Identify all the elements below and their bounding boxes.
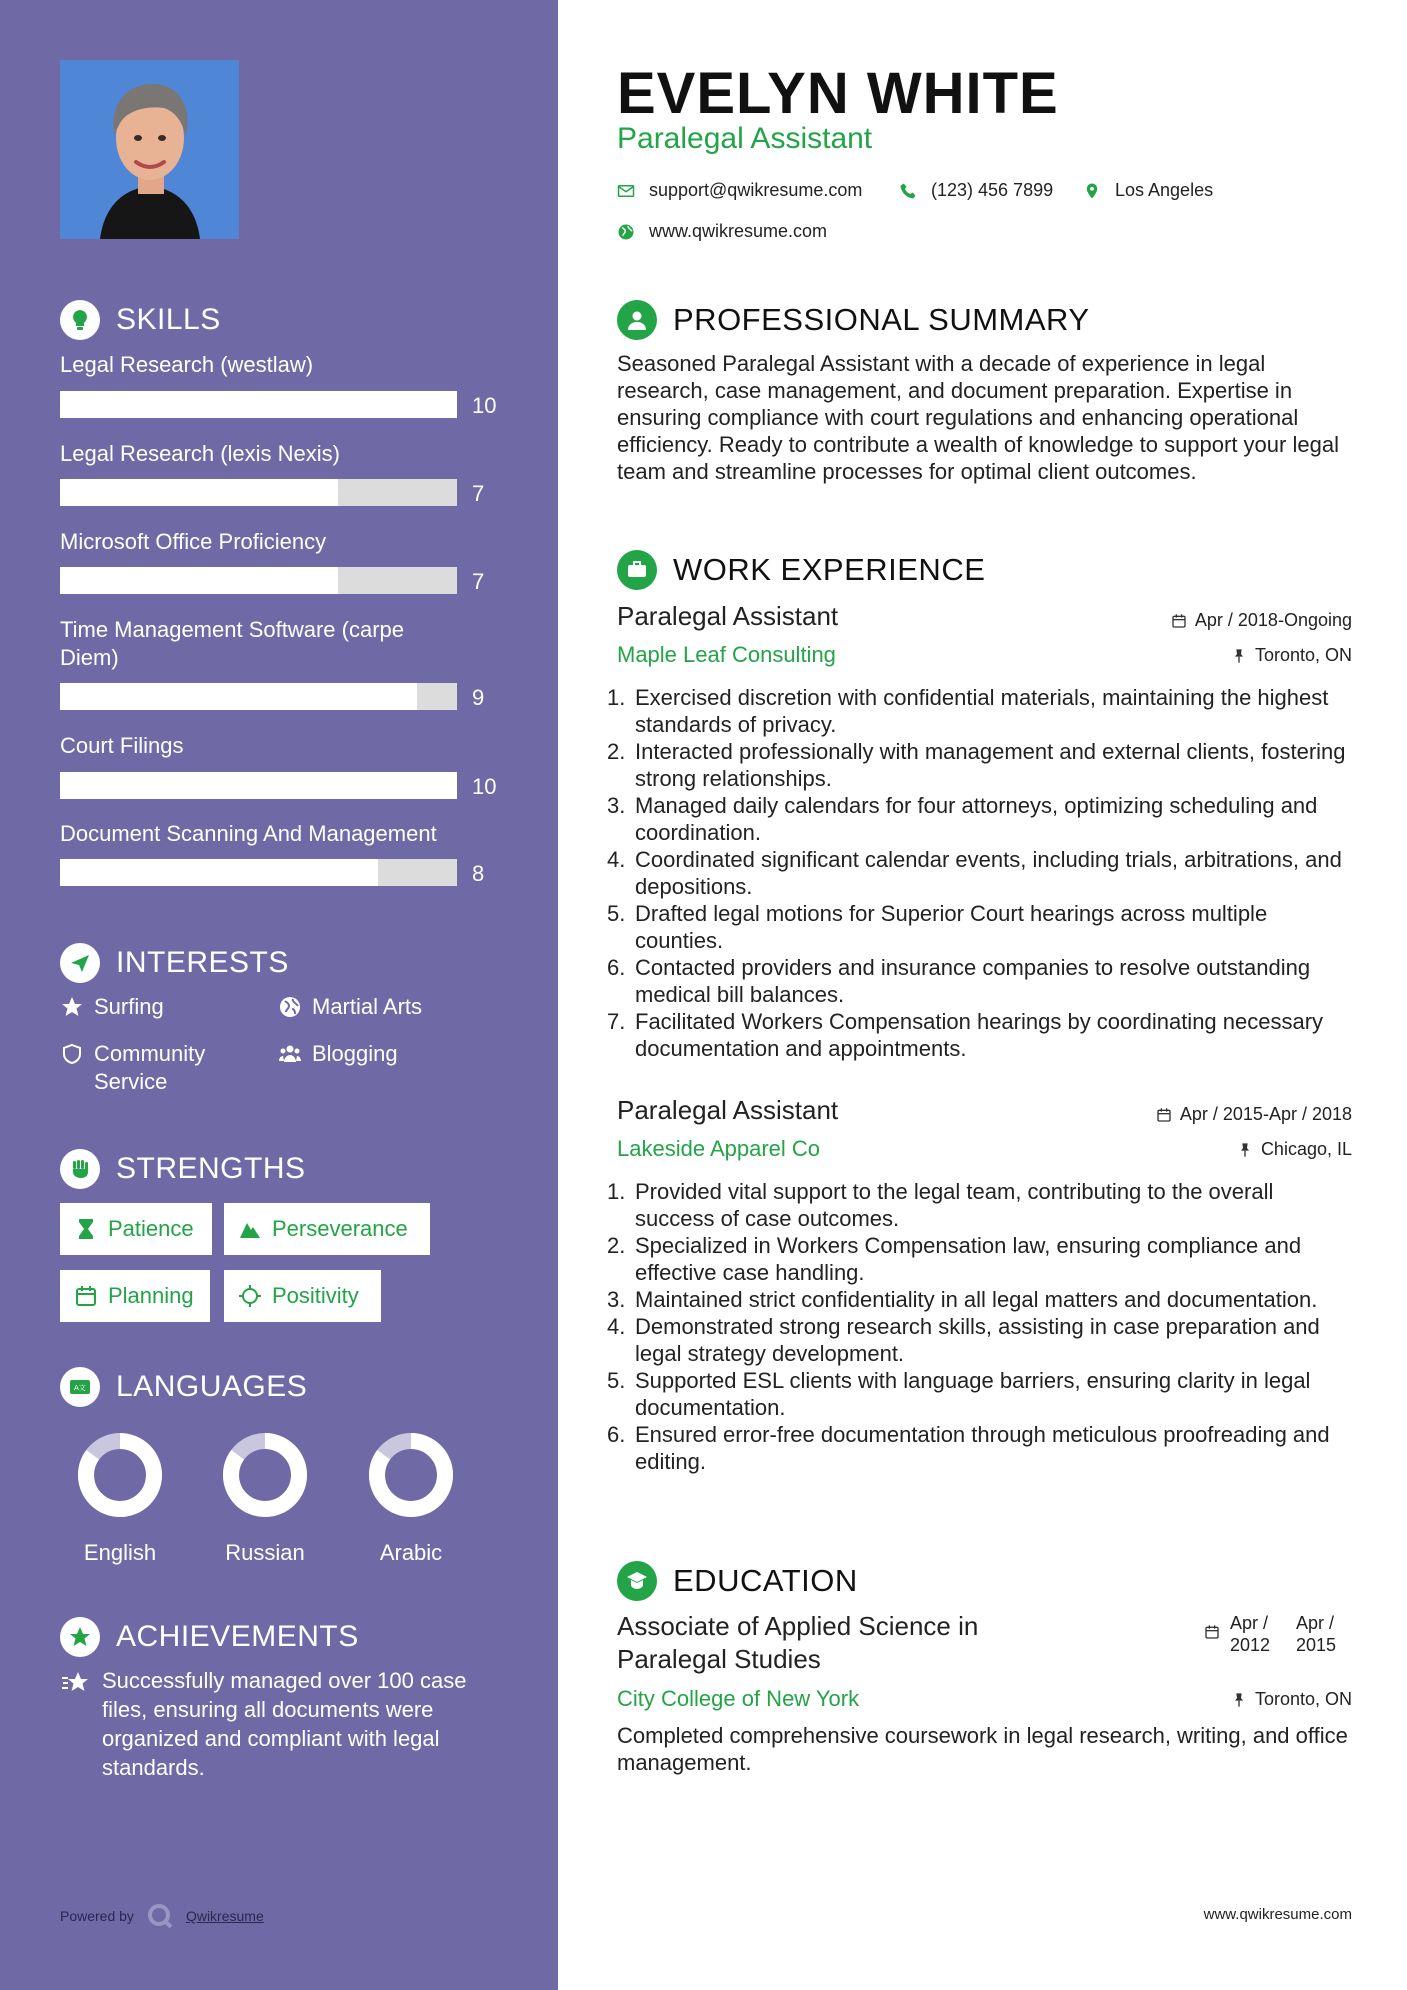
job-location: [1237, 1139, 1352, 1160]
degree-line: Paralegal Studies: [617, 1644, 821, 1674]
summary-text: Seasoned Paralegal Assistant with a decade of experience in legal research, case management, and document preparation. Expertise in ensuring compliance with court regulations and enhancing operational efficiency. Ready to contribute a wealth of knowledge to support your legal team and streamline processes for optimal client outcomes.: [617, 351, 1339, 484]
pushpin-icon: [1237, 1142, 1253, 1158]
summary-heading: [617, 300, 1090, 340]
language-name: Russian: [225, 1540, 305, 1565]
website-text[interactable]: www.qwikresume.com: [649, 221, 828, 241]
skill-level: 8: [472, 861, 485, 886]
skill-fill: [60, 391, 457, 418]
calendar-icon: [1204, 1624, 1220, 1640]
strength-label: Patience: [108, 1216, 194, 1241]
strength-label: Planning: [108, 1283, 194, 1308]
job-bullet: 2. Interacted professionally with management and external clients, fostering strong relationships.: [607, 739, 1346, 791]
education-start: Apr / 2012: [1230, 1613, 1271, 1655]
star-icon: [60, 995, 84, 1019]
briefcase-icon: [617, 550, 657, 590]
sidebar: [0, 0, 558, 1990]
achievements-heading: [60, 1617, 359, 1657]
company-name: Lakeside Apparel Co: [617, 1136, 821, 1161]
job-bullet: 1. Provided vital support to the legal team, contributing to the overall success of case outcomes.: [607, 1179, 1274, 1231]
map-pin-icon: [1083, 182, 1101, 200]
interest-label: Community Service: [94, 1041, 206, 1094]
fist-icon: [60, 1149, 100, 1189]
job-bullets: [607, 1178, 1352, 1475]
skill-item: [60, 732, 497, 799]
qwikresume-logo-icon: [146, 1902, 174, 1930]
job-location: [1231, 645, 1352, 666]
skill-level: 10: [472, 393, 497, 418]
candidate-title: Paralegal Assistant: [617, 122, 873, 155]
phone-contact: [899, 180, 1053, 201]
degree-title: [617, 1610, 978, 1676]
envelope-icon: [617, 182, 635, 200]
interest-item: [278, 993, 422, 1021]
job-title: Paralegal Assistant: [617, 601, 839, 631]
strength-badge: [224, 1270, 381, 1322]
language-item: [60, 1430, 180, 1566]
interest-label: Surfing: [94, 994, 164, 1019]
website-contact: [617, 221, 827, 242]
education-heading: [617, 1561, 858, 1601]
lightbulb-icon: [60, 300, 100, 340]
job-bullet: 5. Supported ESL clients with language barriers, ensuring clarity in legal documentation.: [607, 1368, 1311, 1420]
graduate-icon: [617, 1561, 657, 1601]
profile-photo: [60, 60, 239, 239]
skill-level: 7: [472, 569, 485, 594]
skills-title: SKILLS: [116, 303, 221, 336]
pushpin-icon: [1231, 1692, 1247, 1708]
candidate-name: EVELYN WHITE: [617, 61, 1059, 126]
job-bullet: 6. Ensured error-free documentation through meticulous proofreading and editing.: [607, 1422, 1330, 1474]
interest-item: [60, 1040, 260, 1096]
education-description: Completed comprehensive coursework in legal research, writing, and office management.: [617, 1723, 1348, 1775]
interests-heading: [60, 943, 289, 983]
language-ring: [366, 1430, 456, 1520]
shield-icon: [60, 1042, 84, 1066]
skill-name: Time Management Software (carpe Diem): [60, 617, 404, 670]
experience-heading: [617, 550, 985, 590]
experience-title: WORK EXPERIENCE: [673, 552, 986, 587]
achievements-title: ACHIEVEMENTS: [116, 1620, 359, 1653]
strength-badge: [60, 1270, 210, 1322]
summary-title: PROFESSIONAL SUMMARY: [673, 302, 1090, 337]
skill-bar: [60, 772, 457, 799]
skill-bar: [60, 567, 457, 594]
skill-bar: [60, 479, 457, 506]
job-bullet: 4. Demonstrated strong research skills, assisting in case preparation and legal strategy development.: [607, 1314, 1320, 1366]
school-name: City College of New York: [617, 1686, 860, 1711]
job-bullet: 3. Maintained strict confidentiality in all legal matters and documentation.: [607, 1287, 1318, 1312]
education-location: [1231, 1689, 1352, 1710]
job-bullet: 1. Exercised discretion with confidential materials, maintaining the highest standards of privacy.: [607, 685, 1329, 737]
skill-fill: [60, 479, 338, 506]
job-location-text: Chicago, IL: [1260, 1139, 1352, 1159]
skill-item: [60, 528, 490, 594]
skill-name: Document Scanning And Management: [60, 821, 437, 846]
calendar-icon: [1171, 613, 1187, 629]
strengths-heading: [60, 1149, 306, 1189]
powered-by: [60, 1902, 264, 1930]
powered-by-label: Powered by: [60, 1908, 134, 1924]
strength-badge: [224, 1203, 430, 1255]
job-bullet: 4. Coordinated significant calendar events, including trials, arbitrations, and depositions.: [607, 847, 1342, 899]
location-contact: [1083, 180, 1213, 201]
job-dates: [1171, 610, 1352, 631]
interest-item: [60, 993, 164, 1021]
job-bullet: 7. Facilitated Workers Compensation hearings by coordinating necessary documentation and appointments.: [607, 1009, 1324, 1061]
language-ring: [220, 1430, 310, 1520]
skill-fill: [60, 567, 338, 594]
star-burst-icon: [60, 1668, 92, 1700]
phone-icon: [899, 182, 917, 200]
language-ring: [75, 1430, 165, 1520]
language-item: [205, 1430, 325, 1566]
skill-level: 7: [472, 481, 485, 506]
job-dates-text: Apr / 2018-Ongoing: [1194, 610, 1352, 630]
job-bullet: 2. Specialized in Workers Compensation law, ensuring compliance and effective case handling.: [607, 1233, 1302, 1285]
skills-heading: [60, 300, 221, 340]
job-bullets: [607, 684, 1352, 1062]
skill-level: 10: [472, 774, 497, 799]
interest-label: Martial Arts: [312, 994, 423, 1019]
skill-name: Legal Research (westlaw): [60, 352, 314, 377]
svg-text:A文: A文: [74, 1384, 86, 1392]
skill-item: [60, 616, 485, 710]
calendar-icon: [74, 1284, 98, 1308]
job-dates: [1156, 1104, 1352, 1125]
location-text: Los Angeles: [1115, 180, 1214, 200]
language-name: Arabic: [379, 1540, 443, 1565]
education-location-text: Toronto, ON: [1254, 1689, 1352, 1709]
education-dates: [1204, 1612, 1352, 1656]
language-item: [351, 1430, 471, 1566]
job-bullet: 3. Managed daily calendars for four attorneys, optimizing scheduling and coordination.: [607, 793, 1318, 845]
skill-name: Legal Research (lexis Nexis): [60, 441, 340, 466]
language-name: English: [83, 1540, 157, 1565]
job-title: Paralegal Assistant: [617, 1095, 839, 1125]
education-end: Apr / 2015: [1296, 1613, 1337, 1655]
job-bullet: 5. Drafted legal motions for Superior Court hearings across multiple counties.: [607, 901, 1268, 953]
user-icon: [617, 300, 657, 340]
skill-name: Court Filings: [60, 733, 184, 758]
email-text[interactable]: support@qwikresume.com: [649, 180, 863, 200]
phone-text[interactable]: (123) 456 7899: [931, 180, 1054, 200]
pushpin-icon: [1231, 648, 1247, 664]
trophy-star-icon: [60, 1617, 100, 1657]
strength-label: Perseverance: [272, 1216, 408, 1241]
globe-icon: [617, 223, 635, 241]
strength-label: Positivity: [272, 1283, 359, 1308]
job-dates-text: Apr / 2015-Apr / 2018: [1179, 1104, 1352, 1124]
education-title: EDUCATION: [673, 1563, 858, 1598]
globe-icon: [278, 995, 302, 1019]
degree-line: Associate of Applied Science in: [617, 1611, 979, 1641]
calendar-icon: [1156, 1107, 1172, 1123]
skill-fill: [60, 859, 378, 886]
skill-item: [60, 351, 497, 418]
interest-label: Blogging: [312, 1041, 398, 1066]
footer-url[interactable]: www.qwikresume.com: [1203, 1906, 1352, 1923]
languages-title: LANGUAGES: [116, 1370, 308, 1403]
hourglass-icon: [74, 1217, 98, 1241]
strength-badge: [60, 1203, 212, 1255]
skill-bar: [60, 391, 457, 418]
interest-item: [278, 1040, 398, 1068]
skill-name: Microsoft Office Proficiency: [60, 529, 327, 554]
achievement-item: [60, 1666, 490, 1782]
sun-icon: [238, 1284, 262, 1308]
skill-item: [60, 440, 490, 506]
group-icon: [278, 1042, 302, 1066]
job-location-text: Toronto, ON: [1254, 645, 1352, 665]
qwikresume-link[interactable]: Qwikresume: [185, 1908, 264, 1924]
paper-plane-icon: [60, 943, 100, 983]
skill-level: 9: [472, 685, 485, 710]
skill-bar: [60, 859, 457, 886]
skill-fill: [60, 772, 457, 799]
mountain-icon: [238, 1217, 262, 1241]
languages-heading: [60, 1367, 307, 1407]
email-contact: [617, 180, 862, 201]
skill-bar: [60, 683, 457, 710]
interests-title: INTERESTS: [116, 946, 289, 979]
skill-item: [60, 820, 490, 886]
job-bullet: 6. Contacted providers and insurance companies to resolve outstanding medical bill balances.: [607, 955, 1311, 1007]
translate-icon: [60, 1367, 100, 1407]
strengths-title: STRENGTHS: [116, 1152, 306, 1185]
achievement-text: Successfully managed over 100 case files, ensuring all documents were organized and compliant with legal standards.: [102, 1668, 467, 1780]
skill-fill: [60, 683, 417, 710]
company-name: Maple Leaf Consulting: [617, 642, 836, 667]
